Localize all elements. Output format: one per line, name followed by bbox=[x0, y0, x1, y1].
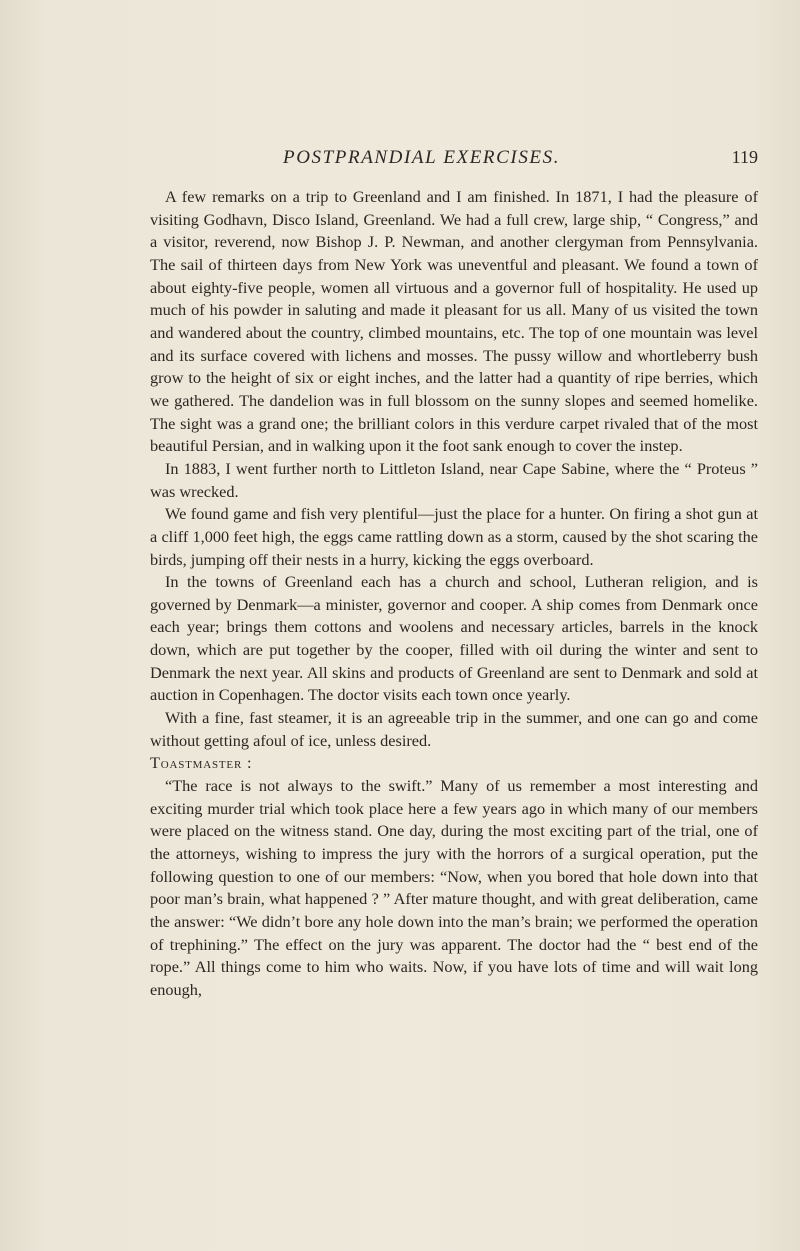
page-header bbox=[150, 147, 758, 175]
speaker-label: Toastmaster : bbox=[150, 753, 253, 773]
paragraph-toastmaster: “The race is not always to the swift.” Many of us remember a most interesting and exciting murder trial which took place here a few years ago in which many of our members were placed on the witness stand. One day, during the most exciting part of the trial, one of the attorneys, wishing to impress the jury with the horrors of a surgical operation, put the following question to one of our members: “Now, when you bored that hole down into that poor man’s brain, what happened ? ” After mature thought, and with great deliberation, came the answer: “We didn’t bore any hole down into the man’s brain; we performed the operation of trephining.” The effect on the jury was apparent. The doctor had the “ best end of the rope.” All things come to him who waits. Now, if you have lots of time and will wait long enough, bbox=[150, 776, 758, 999]
body-text bbox=[150, 186, 758, 1002]
paragraph-littleton-island: In 1883, I went further north to Littleton Island, near Cape Sabine, where the “ Proteus ” was wrecked. bbox=[150, 458, 758, 501]
running-title: POSTPRANDIAL EXERCISES. bbox=[283, 147, 561, 168]
page-number: 119 bbox=[731, 147, 758, 167]
paragraph-greenland-towns: In the towns of Greenland each has a church and school, Lutheran religion, and is governed by Denmark—a minister, governor and cooper. A ship comes from Denmark once each year; brings them cottons and woolens and necessary articles, barrels in the knock down, which are put together by the cooper, filled with oil during the winter and sent to Denmark the next year. All skins and products of Greenland are sent to Denmark and sold at auction in Copenhagen. The doctor visits each town once yearly. bbox=[150, 572, 758, 705]
paragraph-game-and-fish: We found game and fish very plentiful—just the place for a hunter. On firing a shot gun at a cliff 1,000 feet high, the eggs came rattling down as a storm, caused by the shot scaring the birds, jumping off their nests in a hurry, kicking the eggs overboard. bbox=[150, 504, 758, 569]
paragraph-greenland-trip: A few remarks on a trip to Greenland and I am finished. In 1871, I had the pleasure of visiting Godhavn, Disco Island, Greenland. We had a full crew, large ship, “ Congress,” and a visitor, reverend, now Bishop J. P. Newman, and another clergyman from Pennsylvania. The sail of thirteen days from New York was uneventful and pleasant. We found a town of about eighty-five people, women all virtuous and a governor full of hospitality. He used up much of his powder in saluting and made it pleasant for us all. Many of us visited the town and wandered about the country, climbed mountains, etc. The top of one mountain was level and its surface covered with lichens and mosses. The pussy willow and whortleberry bush grow to the height of six or eight inches, and the latter had a quantity of ripe berries, which we gathered. The dandelion was in full blossom on the sunny slopes and seemed homelike. The sight was a grand one; the brilliant colors in this verdure carpet rivaled that of the most beautiful Persian, and in walking upon it the foot sank enough to cover the instep. bbox=[150, 187, 758, 456]
paragraph-steamer: With a fine, fast steamer, it is an agreeable trip in the summer, and one can go and come without getting afoul of ice, unless desired. bbox=[150, 708, 758, 750]
